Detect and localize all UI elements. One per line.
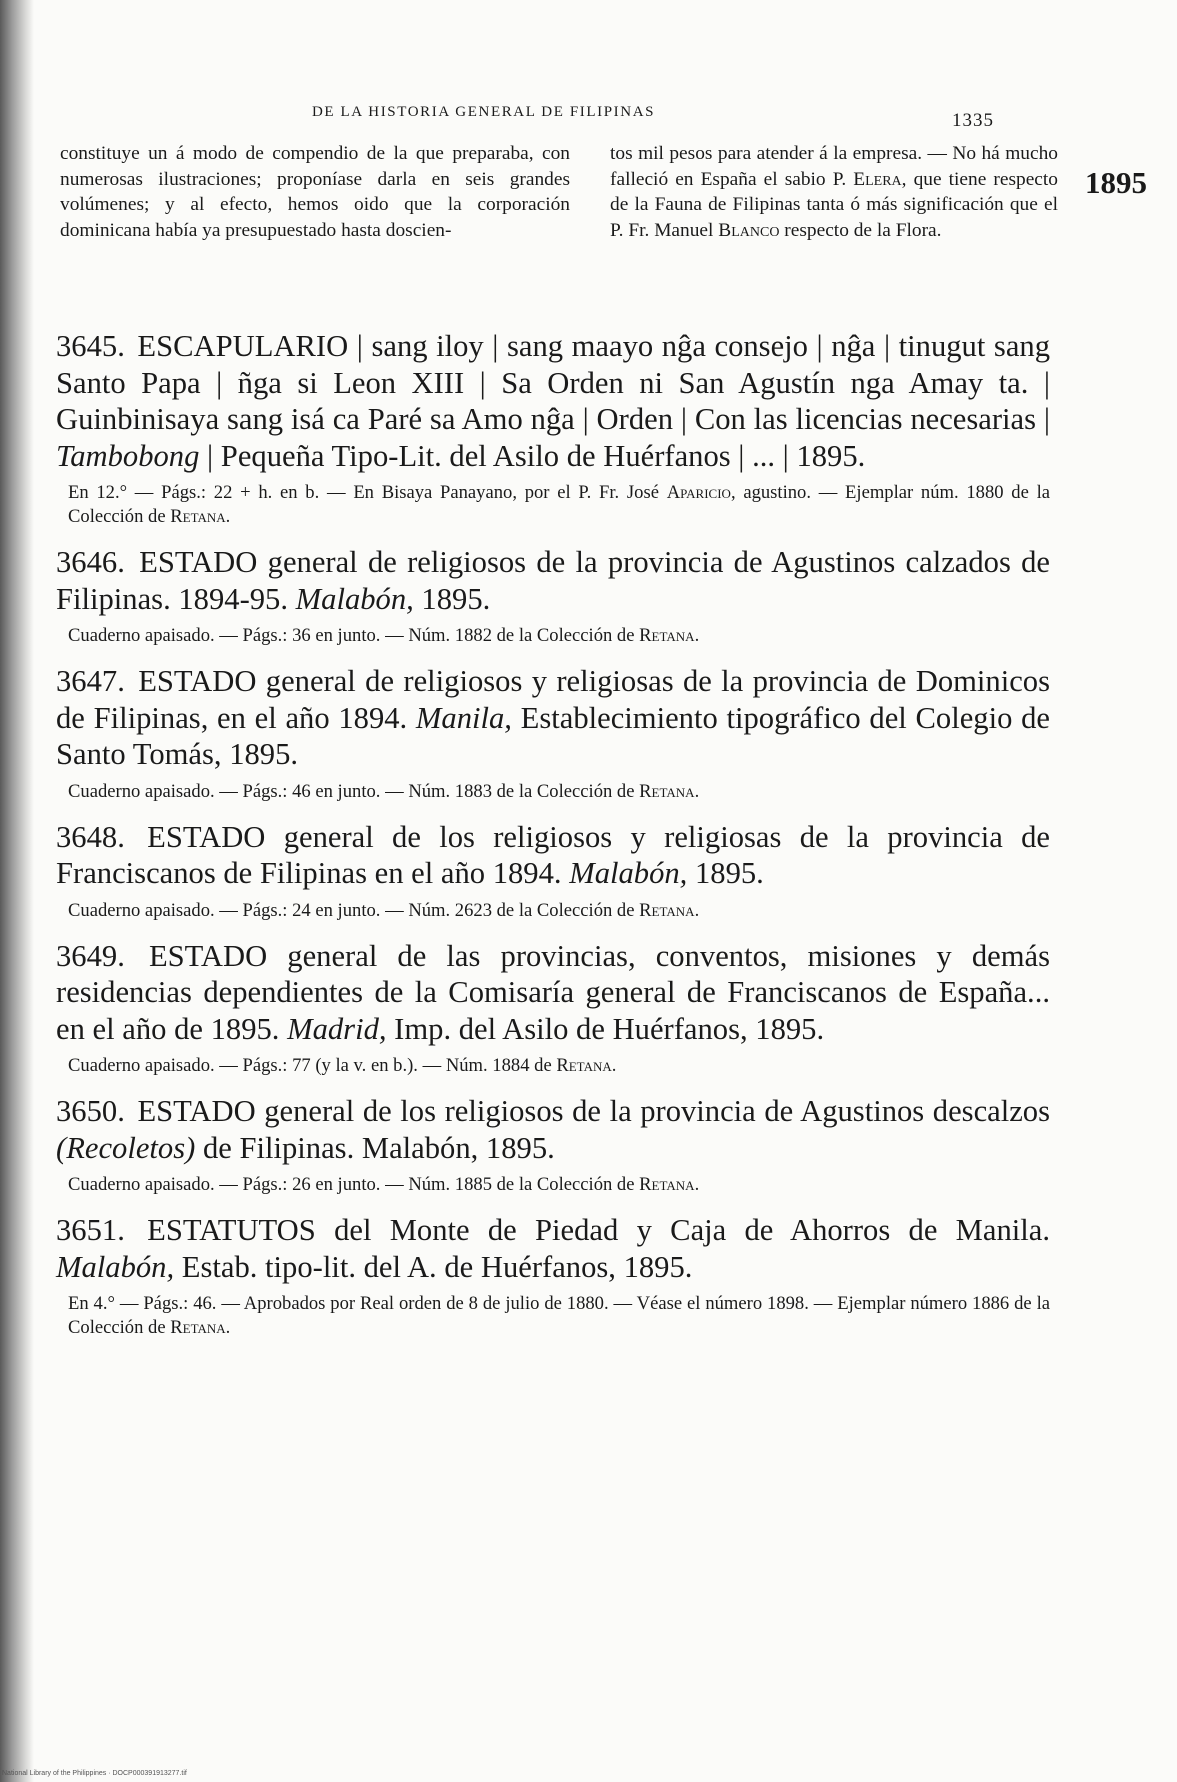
bibliography-entry (56, 1212, 1050, 1340)
author-name-blanco: Blanco (718, 219, 780, 241)
scan-footer-stamp: National Library of the Philippines · DOCP000391913277.tif (2, 1770, 187, 1777)
scan-gutter-shadow (0, 0, 34, 1782)
entry-note-text: En 12.° — Págs.: 22 + h. en b. — En Bisaya Panayano, por el P. Fr. José (68, 482, 667, 503)
entry-number: 3648. (56, 819, 125, 854)
entry-title-tail: Establecimiento tipográfico del Colegio de Santo Tomás, 1895. (56, 700, 1050, 771)
entry-title-text: ESCAPULARIO | sang iloy | sang maayo nĝa consejo | nĝa | tinugut sang Santo Papa | ñga si Leon XIII | Sa Orden ni San Agustín nga Amay ta. | Guinbinisaya sang isá ca Paré sa Amo nĝa | Orden | Con las licencias necesarias | (56, 329, 1050, 436)
entry-title-text: ESTADO general de los religiosos y religiosas de la provincia de Franciscanos de Filipinas en el año 1894. (56, 819, 1051, 890)
entry-note-text-2: . (694, 780, 700, 802)
entry-imprint: (Recoletos) (56, 1130, 196, 1165)
entry-title (56, 663, 1050, 773)
entry-imprint: Malabón, (295, 581, 414, 616)
entry-title-tail: Imp. del Asilo de Huérfanos, 1895. (386, 1011, 825, 1046)
entry-note-text: Cuaderno apaisado. — Págs.: 77 (y la v. en b.). — Núm. 1884 de (68, 1055, 557, 1076)
entry-note (68, 1054, 1050, 1078)
running-head: DE LA HISTORIA GENERAL DE FILIPINAS (312, 104, 656, 120)
entry-note-name: Retana (639, 899, 695, 921)
entry-title (56, 328, 1050, 474)
entry-note-text: Cuaderno apaisado. — Págs.: 46 en junto. — Núm. 1883 de la Colección de (68, 780, 640, 802)
book-page (30, 0, 1150, 1782)
entry-title-tail: 1895. (413, 581, 491, 616)
entry-number: 3646. (56, 545, 125, 579)
entry-number: 3649. (56, 938, 125, 973)
entry-note-text-2: . (694, 1174, 700, 1195)
entry-imprint: Madrid, (287, 1011, 387, 1046)
entry-imprint: Malabón, (56, 1249, 175, 1284)
entry-note (68, 780, 1050, 804)
entry-note-name-2: Retana (170, 506, 226, 527)
intro-right-text-2: , que tiene respecto de la Fauna de Filipinas tanta ó más significación que el P. Fr. Manuel (610, 168, 1058, 241)
entry-title-tail: | Pequeña Tipo-Lit. del Asilo de Huérfanos | ... | 1895. (199, 438, 866, 473)
bibliography-entries (56, 328, 1050, 1355)
entry-title (56, 544, 1050, 617)
entry-note-name: Aparicio (666, 482, 731, 503)
entry-number: 3645. (56, 329, 125, 363)
entry-note-text: Cuaderno apaisado. — Págs.: 36 en junto. — Núm. 1882 de la Colección de (68, 625, 640, 646)
entry-note (68, 624, 1050, 648)
entry-title-tail: Estab. tipo-lit. del A. de Huérfanos, 1895. (174, 1249, 693, 1284)
entry-title (56, 1093, 1050, 1166)
entry-note-text-2: . (611, 1055, 617, 1076)
bibliography-entry (56, 1093, 1050, 1197)
entry-note-name: Retana (639, 780, 695, 802)
entry-note (68, 1173, 1050, 1197)
entry-title (56, 819, 1050, 892)
entry-note (68, 899, 1050, 923)
entry-note-text-3: . (225, 506, 231, 527)
entry-title-text: ESTATUTOS del Monte de Piedad y Caja de Ahorros de Manila. (147, 1213, 1050, 1247)
page-number: 1335 (952, 110, 994, 131)
entry-imprint: Malabón, (569, 856, 688, 890)
entry-title-text: ESTADO general de religiosos y religiosas de la provincia de Dominicos de Filipinas, en el año 1894. (56, 664, 1050, 735)
bibliography-entry (56, 328, 1050, 529)
entry-number: 3651. (56, 1213, 125, 1247)
entry-title-text: ESTADO general de las provincias, conventos, misiones y demás residencias dependientes de la Comisaría general de Franciscanos de España... en el año de 1895. (56, 938, 1050, 1046)
entry-note-text-2: . (694, 625, 700, 646)
entry-note-text-2: . (694, 899, 700, 921)
entry-note-name: Retana (639, 625, 695, 646)
entry-imprint: Manila, (415, 700, 512, 735)
entry-title (56, 938, 1050, 1048)
entry-note-text: Cuaderno apaisado. — Págs.: 24 en junto. — Núm. 2623 de la Colección de (68, 899, 640, 921)
entry-note-text-2: . (225, 1317, 231, 1338)
entry-note (68, 1292, 1050, 1340)
intro-right-text-1: tos mil pesos para atender á la empresa. — No há mucho falleció en España el sabio P. (610, 143, 1058, 190)
entry-title-text: ESTADO general de los religiosos de la provincia de Agustinos descalzos (137, 1094, 1051, 1128)
entry-title-tail: 1895. (687, 856, 764, 890)
bibliography-entry (56, 663, 1050, 804)
entry-note-name: Retana (639, 1174, 695, 1195)
entry-title-text: ESTADO general de religiosos de la provincia de Agustinos calzados de Filipinas. 1894-95. (56, 545, 1051, 616)
entry-number: 3650. (56, 1094, 125, 1128)
intro-right-text-3: respecto de la Flora. (779, 219, 942, 241)
bibliography-entry (56, 819, 1050, 923)
entry-number: 3647. (56, 664, 125, 698)
entry-note-name: Retana (170, 1317, 226, 1338)
entry-imprint: Tambobong (56, 438, 200, 473)
entry-note-text: Cuaderno apaisado. — Págs.: 26 en junto. — Núm. 1885 de la Colección de (68, 1174, 640, 1195)
entry-note (68, 481, 1050, 529)
bibliography-entry (56, 938, 1050, 1079)
bibliography-entry (56, 544, 1050, 648)
entry-title (56, 1212, 1050, 1285)
entry-title-tail: de Filipinas. Malabón, 1895. (195, 1130, 555, 1165)
intro-left-column: constituye un á modo de compendio de la que preparaba, con numerosas ilustraciones; proponíase darla en seis grandes volúmenes; y al efecto, hemos oido que la corporación dominicana había ya presupuestado hasta doscien- (60, 143, 570, 241)
author-name-elera: Elera (853, 168, 902, 190)
entry-note-text-2: , agustino. — Ejemplar núm. 1880 de la Colección de (68, 482, 1050, 527)
intro-right-column (610, 141, 1058, 243)
entry-note-text: En 4.° — Págs.: 46. — Aprobados por Real orden de 8 de julio de 1880. — Véase el número 1898. — Ejemplar número 1886 de la Colección de (68, 1293, 1050, 1338)
year-marker: 1895 (1085, 165, 1147, 200)
entry-note-name: Retana (556, 1055, 612, 1076)
